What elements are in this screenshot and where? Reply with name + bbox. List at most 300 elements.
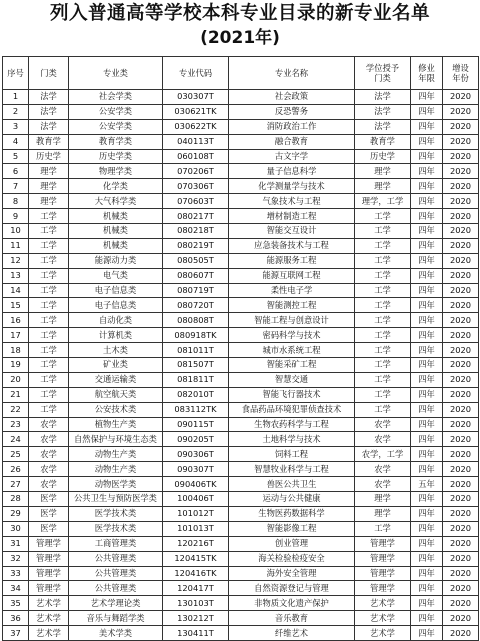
cell-subject-class: 音乐与舞蹈学类	[69, 611, 163, 626]
cell-study-years: 四年	[411, 492, 443, 507]
table-row	[3, 164, 479, 179]
cell-index: 26	[3, 462, 29, 477]
cell-study-years: 四年	[411, 432, 443, 447]
table-row	[3, 432, 479, 447]
cell-subject-class: 医学技术类	[69, 521, 163, 536]
cell-index: 17	[3, 328, 29, 343]
cell-degree-category: 法学	[355, 90, 411, 105]
cell-study-years: 四年	[411, 164, 443, 179]
cell-study-years: 四年	[411, 387, 443, 402]
cell-major-name: 智能采矿工程	[229, 358, 355, 373]
cell-major-code: 030621TK	[163, 104, 229, 119]
table-row	[3, 477, 479, 492]
cell-index: 1	[3, 90, 29, 105]
cell-major-code: 090205T	[163, 432, 229, 447]
cell-category: 教育学	[29, 134, 69, 149]
cell-study-years: 四年	[411, 462, 443, 477]
cell-index: 4	[3, 134, 29, 149]
cell-category: 工学	[29, 283, 69, 298]
cell-study-years: 四年	[411, 149, 443, 164]
cell-index: 8	[3, 194, 29, 209]
cell-degree-category: 工学	[355, 358, 411, 373]
table-row	[3, 358, 479, 373]
cell-index: 23	[3, 417, 29, 432]
cell-category: 工学	[29, 298, 69, 313]
cell-category: 医学	[29, 492, 69, 507]
cell-major-code: 130103T	[163, 596, 229, 611]
cell-major-code: 060108T	[163, 149, 229, 164]
cell-degree-category: 农学	[355, 477, 411, 492]
cell-subject-class: 动物医学类	[69, 477, 163, 492]
cell-added-year: 2020	[443, 477, 479, 492]
cell-major-name: 智能影像工程	[229, 521, 355, 536]
cell-major-name: 智能飞行器技术	[229, 387, 355, 402]
cell-major-name: 智能工程与创意设计	[229, 313, 355, 328]
header-study-years: 修业 年限	[411, 57, 443, 90]
cell-major-name: 非物质文化遗产保护	[229, 596, 355, 611]
cell-degree-category: 工学	[355, 343, 411, 358]
cell-category: 工学	[29, 402, 69, 417]
cell-major-code: 080808T	[163, 313, 229, 328]
cell-added-year: 2020	[443, 417, 479, 432]
cell-degree-category: 工学	[355, 313, 411, 328]
cell-added-year: 2020	[443, 238, 479, 253]
cell-major-code: 081011T	[163, 343, 229, 358]
cell-major-code: 101012T	[163, 506, 229, 521]
table-row	[3, 581, 479, 596]
cell-added-year: 2020	[443, 224, 479, 239]
cell-subject-class: 公安学类	[69, 104, 163, 119]
cell-category: 历史学	[29, 149, 69, 164]
cell-study-years: 四年	[411, 253, 443, 268]
cell-major-name: 生物医药数据科学	[229, 506, 355, 521]
cell-subject-class: 动物生产类	[69, 462, 163, 477]
cell-major-name: 量子信息科学	[229, 164, 355, 179]
cell-study-years: 四年	[411, 581, 443, 596]
cell-study-years: 四年	[411, 298, 443, 313]
cell-index: 33	[3, 566, 29, 581]
cell-subject-class: 工商管理类	[69, 536, 163, 551]
header-added-year: 增设 年份	[443, 57, 479, 90]
cell-subject-class: 自动化类	[69, 313, 163, 328]
table-row	[3, 134, 479, 149]
cell-major-name: 增材制造工程	[229, 209, 355, 224]
table-row	[3, 268, 479, 283]
cell-subject-class: 美术学类	[69, 626, 163, 641]
cell-added-year: 2020	[443, 268, 479, 283]
cell-study-years: 四年	[411, 417, 443, 432]
cell-category: 工学	[29, 209, 69, 224]
table-row	[3, 149, 479, 164]
cell-major-name: 应急装备技术与工程	[229, 238, 355, 253]
header-major-code: 专业代码	[163, 57, 229, 90]
cell-degree-category: 教育学	[355, 134, 411, 149]
cell-study-years: 四年	[411, 626, 443, 641]
cell-added-year: 2020	[443, 551, 479, 566]
table-row	[3, 447, 479, 462]
cell-index: 25	[3, 447, 29, 462]
cell-study-years: 四年	[411, 358, 443, 373]
cell-subject-class: 艺术学理论类	[69, 596, 163, 611]
table-row	[3, 209, 479, 224]
table-row	[3, 238, 479, 253]
cell-study-years: 四年	[411, 596, 443, 611]
cell-index: 24	[3, 432, 29, 447]
cell-subject-class: 能源动力类	[69, 253, 163, 268]
table-row	[3, 462, 479, 477]
header-degree-category: 学位授予 门类	[355, 57, 411, 90]
cell-major-code: 030307T	[163, 90, 229, 105]
cell-added-year: 2020	[443, 596, 479, 611]
cell-major-name: 智慧牧业科学与工程	[229, 462, 355, 477]
cell-major-name: 融合教育	[229, 134, 355, 149]
table-row	[3, 90, 479, 105]
cell-added-year: 2020	[443, 313, 479, 328]
table-row	[3, 506, 479, 521]
cell-added-year: 2020	[443, 626, 479, 641]
cell-degree-category: 工学	[355, 268, 411, 283]
cell-major-name: 消防政治工作	[229, 119, 355, 134]
table-row	[3, 417, 479, 432]
cell-major-name: 城市水系统工程	[229, 343, 355, 358]
cell-index: 19	[3, 358, 29, 373]
cell-added-year: 2020	[443, 209, 479, 224]
cell-added-year: 2020	[443, 119, 479, 134]
cell-index: 27	[3, 477, 29, 492]
cell-index: 15	[3, 298, 29, 313]
cell-added-year: 2020	[443, 253, 479, 268]
cell-degree-category: 农学	[355, 417, 411, 432]
header-index: 序号	[3, 57, 29, 90]
cell-degree-category: 工学	[355, 387, 411, 402]
cell-index: 18	[3, 343, 29, 358]
cell-subject-class: 计算机类	[69, 328, 163, 343]
cell-subject-class: 公共管理类	[69, 566, 163, 581]
cell-study-years: 四年	[411, 104, 443, 119]
table-row	[3, 372, 479, 387]
cell-index: 32	[3, 551, 29, 566]
table-row	[3, 253, 479, 268]
cell-degree-category: 农学	[355, 432, 411, 447]
cell-added-year: 2020	[443, 611, 479, 626]
cell-category: 农学	[29, 417, 69, 432]
cell-index: 36	[3, 611, 29, 626]
cell-subject-class: 公共管理类	[69, 551, 163, 566]
table-row	[3, 313, 479, 328]
cell-major-code: 080217T	[163, 209, 229, 224]
cell-major-code: 080505T	[163, 253, 229, 268]
cell-subject-class: 历史学类	[69, 149, 163, 164]
table-row	[3, 298, 479, 313]
cell-major-code: 070306T	[163, 179, 229, 194]
table-row	[3, 104, 479, 119]
table-row	[3, 626, 479, 641]
cell-index: 16	[3, 313, 29, 328]
cell-index: 5	[3, 149, 29, 164]
cell-major-name: 纤维艺术	[229, 626, 355, 641]
cell-index: 29	[3, 506, 29, 521]
cell-degree-category: 理学，工学	[355, 194, 411, 209]
cell-index: 34	[3, 581, 29, 596]
cell-added-year: 2020	[443, 581, 479, 596]
cell-category: 工学	[29, 372, 69, 387]
cell-subject-class: 物理学类	[69, 164, 163, 179]
cell-category: 工学	[29, 224, 69, 239]
cell-index: 20	[3, 372, 29, 387]
cell-index: 2	[3, 104, 29, 119]
table-row	[3, 328, 479, 343]
cell-index: 30	[3, 521, 29, 536]
cell-major-code: 083112TK	[163, 402, 229, 417]
cell-added-year: 2020	[443, 134, 479, 149]
cell-major-name: 音乐教育	[229, 611, 355, 626]
cell-added-year: 2020	[443, 372, 479, 387]
cell-major-code: 120415TK	[163, 551, 229, 566]
cell-degree-category: 农学	[355, 462, 411, 477]
cell-major-code: 030622TK	[163, 119, 229, 134]
cell-category: 工学	[29, 387, 69, 402]
cell-major-name: 古文字学	[229, 149, 355, 164]
cell-category: 工学	[29, 358, 69, 373]
cell-added-year: 2020	[443, 179, 479, 194]
cell-index: 11	[3, 238, 29, 253]
cell-subject-class: 矿业类	[69, 358, 163, 373]
table-row	[3, 179, 479, 194]
cell-major-name: 创业管理	[229, 536, 355, 551]
cell-subject-class: 公安技术类	[69, 402, 163, 417]
table-row	[3, 611, 479, 626]
cell-study-years: 四年	[411, 402, 443, 417]
cell-category: 理学	[29, 179, 69, 194]
cell-index: 37	[3, 626, 29, 641]
cell-study-years: 四年	[411, 611, 443, 626]
cell-degree-category: 工学	[355, 521, 411, 536]
cell-major-name: 柔性电子学	[229, 283, 355, 298]
cell-major-code: 080218T	[163, 224, 229, 239]
cell-major-code: 081811T	[163, 372, 229, 387]
cell-category: 艺术学	[29, 596, 69, 611]
cell-category: 法学	[29, 90, 69, 105]
cell-category: 工学	[29, 343, 69, 358]
cell-subject-class: 植物生产类	[69, 417, 163, 432]
table-row	[3, 566, 479, 581]
cell-subject-class: 机械类	[69, 238, 163, 253]
cell-degree-category: 历史学	[355, 149, 411, 164]
cell-index: 7	[3, 179, 29, 194]
cell-study-years: 四年	[411, 551, 443, 566]
table-row	[3, 119, 479, 134]
document-title: 列入普通高等学校本科专业目录的新专业名单	[49, 3, 430, 24]
cell-subject-class: 机械类	[69, 209, 163, 224]
cell-degree-category: 艺术学	[355, 626, 411, 641]
cell-category: 农学	[29, 432, 69, 447]
table-row	[3, 492, 479, 507]
cell-study-years: 四年	[411, 90, 443, 105]
cell-added-year: 2020	[443, 521, 479, 536]
cell-added-year: 2020	[443, 387, 479, 402]
cell-subject-class: 公共卫生与预防医学类	[69, 492, 163, 507]
cell-category: 管理学	[29, 581, 69, 596]
cell-major-name: 化学测量学与技术	[229, 179, 355, 194]
cell-subject-class: 自然保护与环境生态类	[69, 432, 163, 447]
cell-degree-category: 工学	[355, 298, 411, 313]
cell-degree-category: 法学	[355, 104, 411, 119]
header-major-name: 专业名称	[229, 57, 355, 90]
cell-degree-category: 管理学	[355, 551, 411, 566]
cell-subject-class: 土木类	[69, 343, 163, 358]
cell-degree-category: 理学	[355, 506, 411, 521]
cell-subject-class: 公共管理类	[69, 581, 163, 596]
document-subtitle: (2021年)	[200, 28, 280, 48]
cell-degree-category: 艺术学	[355, 596, 411, 611]
document-title-block	[2, 2, 478, 50]
cell-major-name: 气象技术与工程	[229, 194, 355, 209]
table-body	[3, 90, 479, 641]
cell-added-year: 2020	[443, 447, 479, 462]
cell-category: 工学	[29, 313, 69, 328]
cell-degree-category: 工学	[355, 238, 411, 253]
cell-added-year: 2020	[443, 506, 479, 521]
cell-major-name: 饲料工程	[229, 447, 355, 462]
cell-degree-category: 艺术学	[355, 611, 411, 626]
cell-category: 法学	[29, 104, 69, 119]
cell-study-years: 四年	[411, 179, 443, 194]
cell-subject-class: 航空航天类	[69, 387, 163, 402]
cell-major-code: 120416TK	[163, 566, 229, 581]
table-row	[3, 283, 479, 298]
cell-degree-category: 理学	[355, 164, 411, 179]
table-row	[3, 224, 479, 239]
cell-major-code: 090306T	[163, 447, 229, 462]
header-category: 门类	[29, 57, 69, 90]
cell-category: 管理学	[29, 551, 69, 566]
cell-study-years: 四年	[411, 521, 443, 536]
cell-major-name: 自然资源登记与管理	[229, 581, 355, 596]
cell-degree-category: 理学	[355, 492, 411, 507]
cell-added-year: 2020	[443, 492, 479, 507]
cell-study-years: 四年	[411, 313, 443, 328]
cell-subject-class: 电子信息类	[69, 283, 163, 298]
cell-study-years: 四年	[411, 119, 443, 134]
cell-subject-class: 教育学类	[69, 134, 163, 149]
cell-subject-class: 交通运输类	[69, 372, 163, 387]
table-header-row	[3, 57, 479, 90]
cell-added-year: 2020	[443, 358, 479, 373]
cell-category: 农学	[29, 477, 69, 492]
cell-index: 12	[3, 253, 29, 268]
cell-added-year: 2020	[443, 343, 479, 358]
cell-degree-category: 工学	[355, 402, 411, 417]
cell-major-name: 海关检验检疫安全	[229, 551, 355, 566]
cell-major-name: 能源服务工程	[229, 253, 355, 268]
cell-subject-class: 电子信息类	[69, 298, 163, 313]
cell-index: 22	[3, 402, 29, 417]
cell-category: 管理学	[29, 536, 69, 551]
cell-added-year: 2020	[443, 402, 479, 417]
cell-degree-category: 法学	[355, 119, 411, 134]
cell-added-year: 2020	[443, 462, 479, 477]
cell-major-code: 090406TK	[163, 477, 229, 492]
table-row	[3, 521, 479, 536]
cell-category: 理学	[29, 164, 69, 179]
table-row	[3, 387, 479, 402]
cell-index: 14	[3, 283, 29, 298]
cell-index: 6	[3, 164, 29, 179]
cell-major-code: 080720T	[163, 298, 229, 313]
cell-major-name: 生物农药科学与工程	[229, 417, 355, 432]
major-list-table	[2, 56, 479, 641]
cell-study-years: 四年	[411, 536, 443, 551]
cell-category: 医学	[29, 506, 69, 521]
header-subject-class: 专业类	[69, 57, 163, 90]
cell-added-year: 2020	[443, 149, 479, 164]
table-row	[3, 536, 479, 551]
cell-degree-category: 工学	[355, 283, 411, 298]
table-row	[3, 596, 479, 611]
cell-major-code: 120216T	[163, 536, 229, 551]
cell-study-years: 四年	[411, 506, 443, 521]
cell-degree-category: 农学，工学	[355, 447, 411, 462]
cell-degree-category: 工学	[355, 209, 411, 224]
cell-study-years: 四年	[411, 343, 443, 358]
cell-subject-class: 电气类	[69, 268, 163, 283]
cell-degree-category: 管理学	[355, 581, 411, 596]
cell-category: 理学	[29, 194, 69, 209]
cell-major-name: 密码科学与技术	[229, 328, 355, 343]
cell-category: 医学	[29, 521, 69, 536]
cell-major-code: 080607T	[163, 268, 229, 283]
cell-major-code: 070603T	[163, 194, 229, 209]
cell-category: 工学	[29, 238, 69, 253]
cell-study-years: 四年	[411, 372, 443, 387]
cell-added-year: 2020	[443, 298, 479, 313]
cell-added-year: 2020	[443, 536, 479, 551]
cell-major-name: 智慧交通	[229, 372, 355, 387]
cell-study-years: 四年	[411, 566, 443, 581]
table-row	[3, 343, 479, 358]
cell-category: 工学	[29, 268, 69, 283]
cell-index: 35	[3, 596, 29, 611]
cell-major-code: 080719T	[163, 283, 229, 298]
cell-major-code: 070206T	[163, 164, 229, 179]
cell-major-code: 040113T	[163, 134, 229, 149]
table-row	[3, 551, 479, 566]
cell-degree-category: 管理学	[355, 536, 411, 551]
cell-major-name: 智能测控工程	[229, 298, 355, 313]
cell-degree-category: 工学	[355, 224, 411, 239]
cell-index: 9	[3, 209, 29, 224]
cell-major-name: 智能交互设计	[229, 224, 355, 239]
cell-category: 法学	[29, 119, 69, 134]
cell-study-years: 四年	[411, 224, 443, 239]
cell-index: 13	[3, 268, 29, 283]
cell-subject-class: 公安学类	[69, 119, 163, 134]
cell-degree-category: 工学	[355, 328, 411, 343]
cell-study-years: 四年	[411, 209, 443, 224]
cell-major-name: 食品药品环境犯罪侦查技术	[229, 402, 355, 417]
cell-major-code: 080918TK	[163, 328, 229, 343]
cell-major-code: 090307T	[163, 462, 229, 477]
cell-index: 21	[3, 387, 29, 402]
cell-added-year: 2020	[443, 164, 479, 179]
cell-major-name: 反恐警务	[229, 104, 355, 119]
cell-added-year: 2020	[443, 328, 479, 343]
cell-degree-category: 工学	[355, 372, 411, 387]
cell-index: 31	[3, 536, 29, 551]
cell-major-code: 130212T	[163, 611, 229, 626]
cell-index: 28	[3, 492, 29, 507]
cell-subject-class: 化学类	[69, 179, 163, 194]
